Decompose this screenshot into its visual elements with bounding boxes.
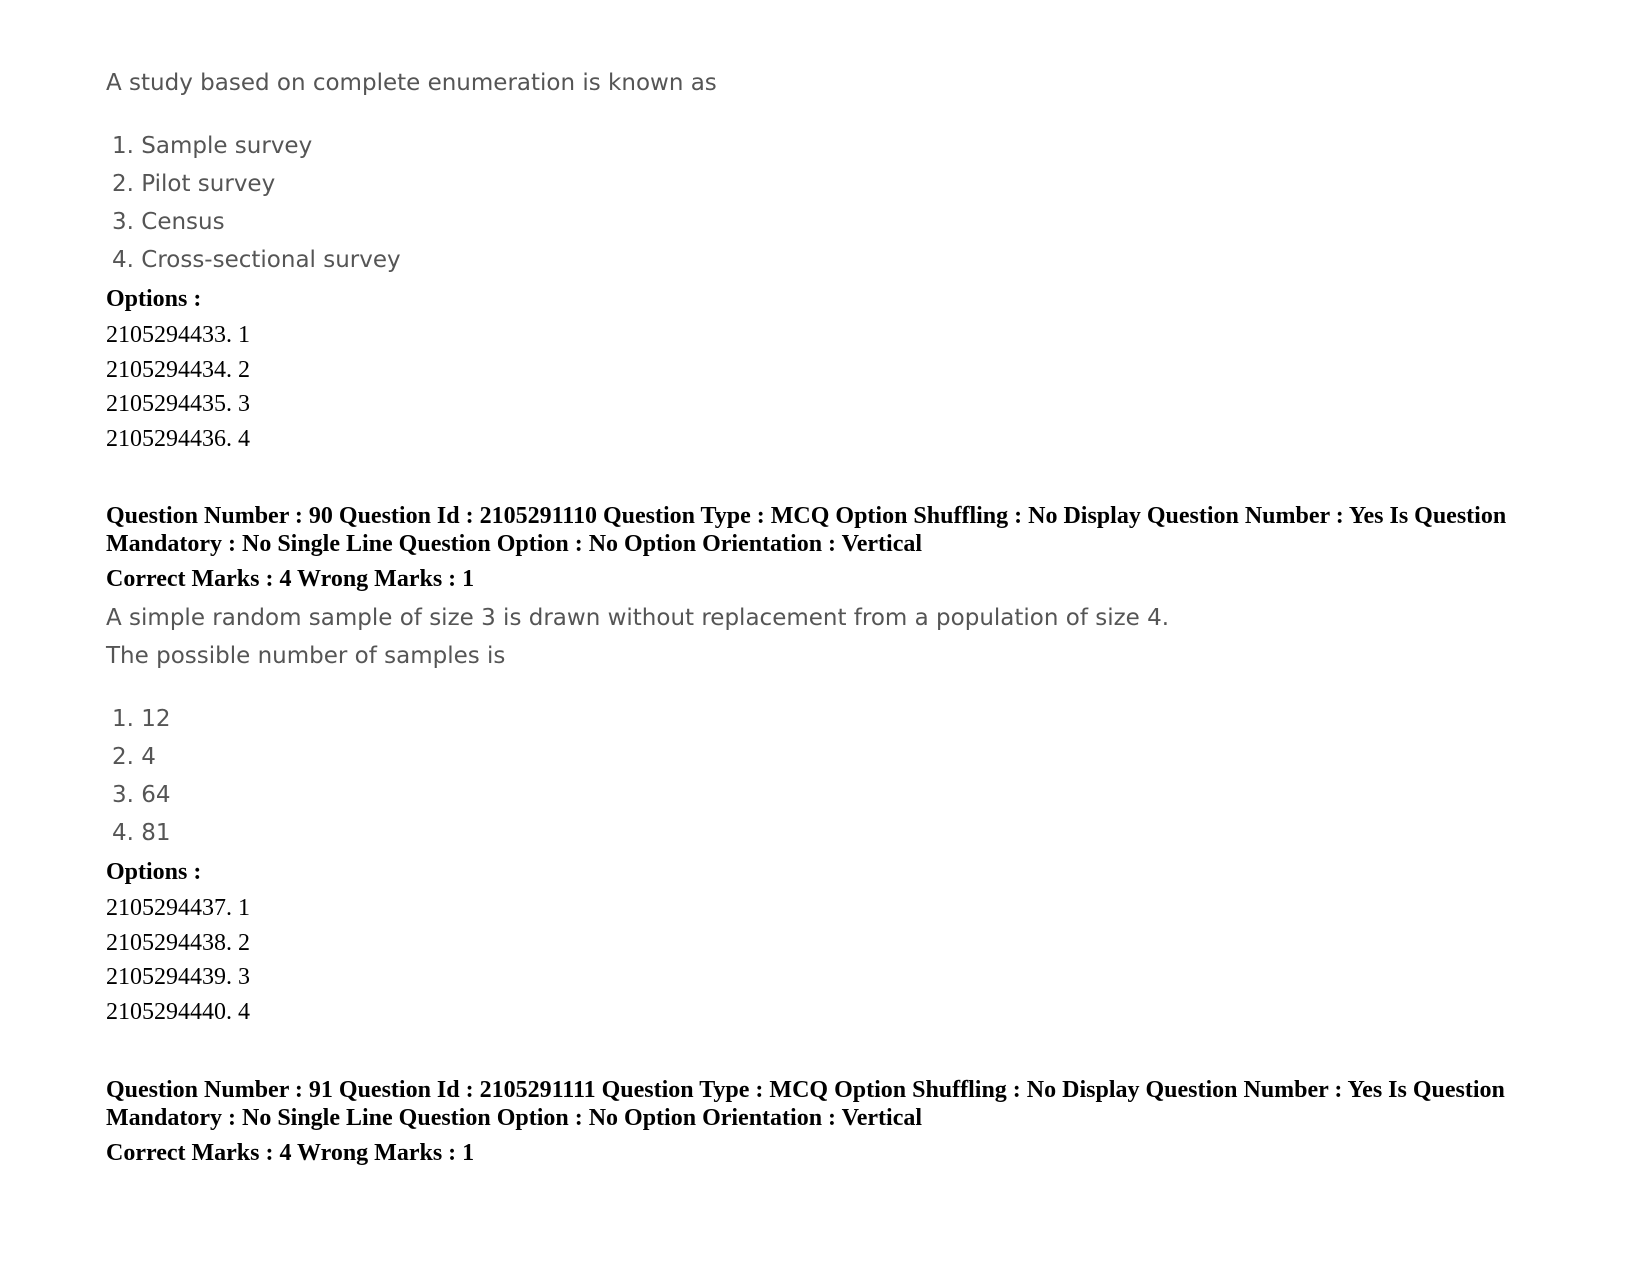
option-id-list bbox=[106, 318, 250, 456]
question-choice: 3. Census bbox=[112, 209, 225, 235]
question-meta-header: Question Number : 91 Question Id : 2105291111 Question Type : MCQ Option Shuffling : No Display Question Number : Yes Is Question Mandatory : No Single Line Question Option : No Option Orientation : Vertical bbox=[106, 1077, 1505, 1131]
question-choice-list bbox=[112, 700, 171, 852]
option-id-item: 2105294439. 3 bbox=[106, 964, 250, 990]
question-text-line-1: A simple random sample of size 3 is drawn without replacement from a population of size 4. bbox=[106, 605, 1170, 631]
option-id-item: 2105294437. 1 bbox=[106, 895, 250, 921]
question-choice-list bbox=[112, 127, 401, 279]
question-text-line-2: The possible number of samples is bbox=[106, 643, 506, 669]
question-choice: 4. 81 bbox=[112, 820, 171, 846]
option-id-item: 2105294435. 3 bbox=[106, 391, 250, 417]
option-id-list bbox=[106, 891, 250, 1029]
question-text: A study based on complete enumeration is known as bbox=[106, 70, 717, 96]
question-marks: Correct Marks : 4 Wrong Marks : 1 bbox=[106, 566, 475, 592]
question-choice: 3. 64 bbox=[112, 782, 171, 808]
question-choice: 1. Sample survey bbox=[112, 133, 313, 159]
options-heading: Options : bbox=[106, 286, 202, 312]
question-meta-header: Question Number : 90 Question Id : 2105291110 Question Type : MCQ Option Shuffling : No Display Question Number : Yes Is Question Mandatory : No Single Line Question Option : No Option Orientation : Vertical bbox=[106, 503, 1507, 557]
question-choice: 1. 12 bbox=[112, 706, 171, 732]
option-id-item: 2105294438. 2 bbox=[106, 929, 250, 956]
option-id-item: 2105294434. 2 bbox=[106, 356, 250, 383]
option-id-item: 2105294440. 4 bbox=[106, 998, 250, 1025]
question-marks: Correct Marks : 4 Wrong Marks : 1 bbox=[106, 1140, 475, 1166]
option-id-item: 2105294433. 1 bbox=[106, 322, 250, 348]
question-choice: 2. Pilot survey bbox=[112, 171, 276, 197]
question-choice: 4. Cross-sectional survey bbox=[112, 247, 401, 273]
options-heading: Options : bbox=[106, 859, 202, 885]
option-id-item: 2105294436. 4 bbox=[106, 425, 250, 452]
question-choice: 2. 4 bbox=[112, 744, 156, 770]
